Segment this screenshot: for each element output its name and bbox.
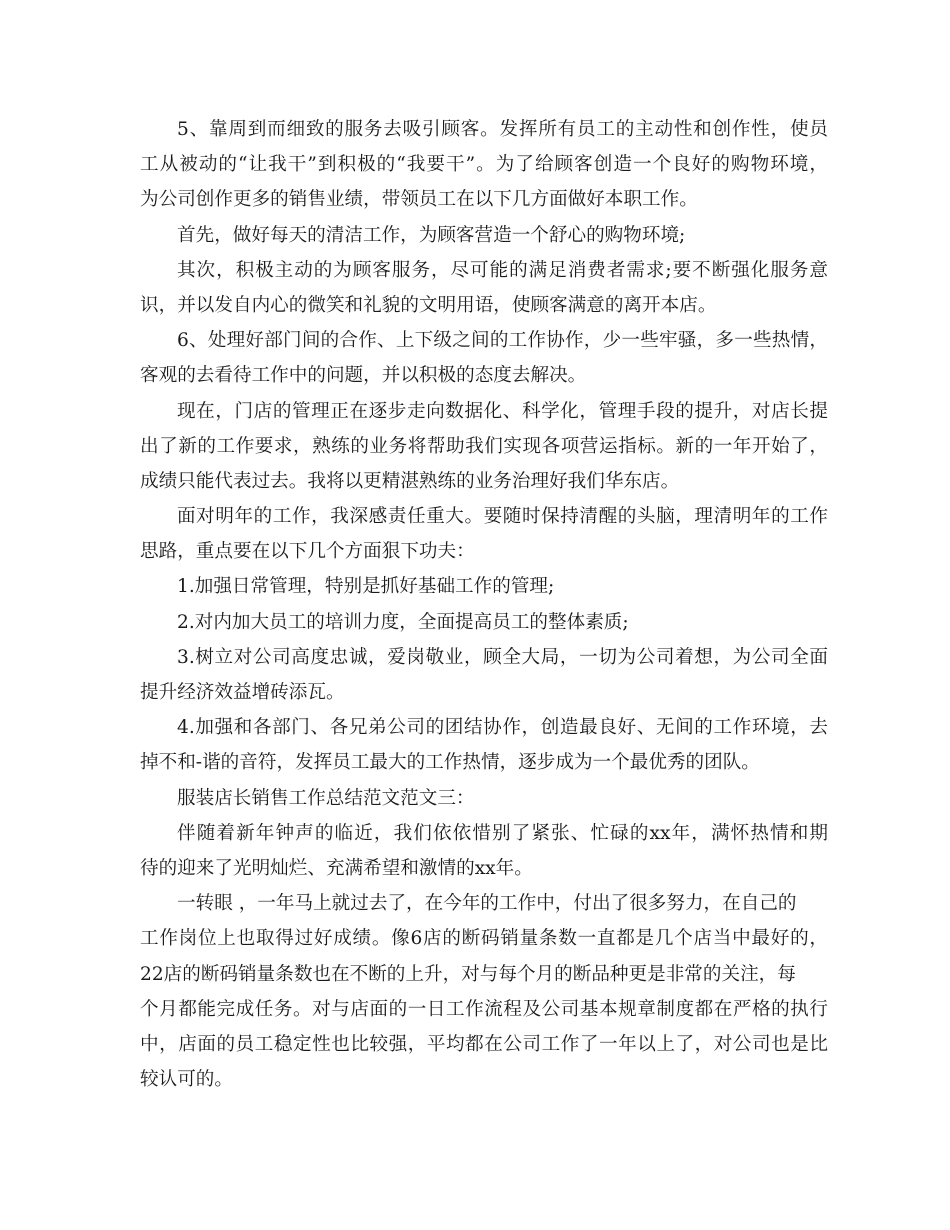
document-line: 服装店长销售工作总结范文范文三： [177,787,475,809]
document-line: 伴随着新年钟声的临近，我们依依惜别了紧张、忙碌的xx年，满怀热情和期 [177,822,828,844]
document-line: 客观的去看待工作中的问题，并以积极的态度去解决。 [140,365,587,387]
document-body [140,112,828,1097]
document-line: 1.加强日常管理，特别是抓好基础工作的管理; [177,576,555,598]
document-line: 思路，重点要在以下几个方面狠下功夫： [140,541,475,563]
document-line: 4.加强和各部门、各兄弟公司的团结协作，创造最良好、无间的工作环境，去 [177,717,828,739]
document-line: 待的迎来了光明灿烂、充满希望和激情的xx年。 [140,857,533,879]
document-line: 首先，做好每天的清洁工作，为顾客营造一个舒心的购物环境; [177,224,686,246]
document-line: 3.树立对公司高度忠诚，爱岗敬业，顾全大局，一切为公司着想，为公司全面 [177,646,828,668]
document-line: 2.对内加大员工的培训力度，全面提高员工的整体素质; [177,611,629,633]
document-line: 为公司创作更多的销售业绩，带领员工在以下几方面做好本职工作。 [140,189,698,211]
document-line: 提升经济效益增砖添瓦。 [140,682,345,703]
document-line: 22店的断码销量条数也在不断的上升，对与每个月的断品种更是非常的关注，每 [140,963,796,985]
document-line: 一转眼 ，一年马上就过去了，在今年的工作中，付出了很多努力，在自己的 [177,893,797,915]
document-line: 识，并以发自内心的微笑和礼貌的文明用语，使顾客满意的离开本店。 [140,294,717,316]
document-line: 5、靠周到而细致的服务去吸引顾客。发挥所有员工的主动性和创作性，使员 [177,119,828,140]
document-line: 工作岗位上也取得过好成绩。像6店的断码销量条数一直都是几个店当中最好的， [140,928,828,950]
document-line: 个月都能完成任务。对与店面的一日工作流程及公司基本规章制度都在严格的执行 [140,998,828,1020]
document-line: 6、处理好部门间的合作、上下级之间的工作协作，少一些牢骚，多一些热情， [177,330,828,352]
document-line: 现在，门店的管理正在逐步走向数据化、科学化，管理手段的提升，对店长提 [177,400,828,422]
document-line: 中，店面的员工稳定性也比较强，平均都在公司工作了一年以上了，对公司也是比 [140,1033,828,1055]
document-line: 面对明年的工作，我深感责任重大。要随时保持清醒的头脑，理清明年的工作 [177,506,828,528]
document-line: 较认可的。 [140,1069,233,1091]
document-line: 出了新的工作要求，熟练的业务将帮助我们实现各项营运指标。新的一年开始了， [140,435,828,457]
document-line: 成绩只能代表过去。我将以更精湛熟练的业务治理好我们华东店。 [140,470,680,492]
document-line: 工从被动的“让我干”到积极的“我要干”。为了给顾客创造一个良好的购物环境， [140,154,828,176]
document-line: 其次，积极主动的为顾客服务，尽可能的满足消费者需求;要不断强化服务意 [177,259,828,281]
document-line: 掉不和-谐的音符，发挥员工最大的工作热情，逐步成为一个最优秀的团队。 [140,752,760,774]
